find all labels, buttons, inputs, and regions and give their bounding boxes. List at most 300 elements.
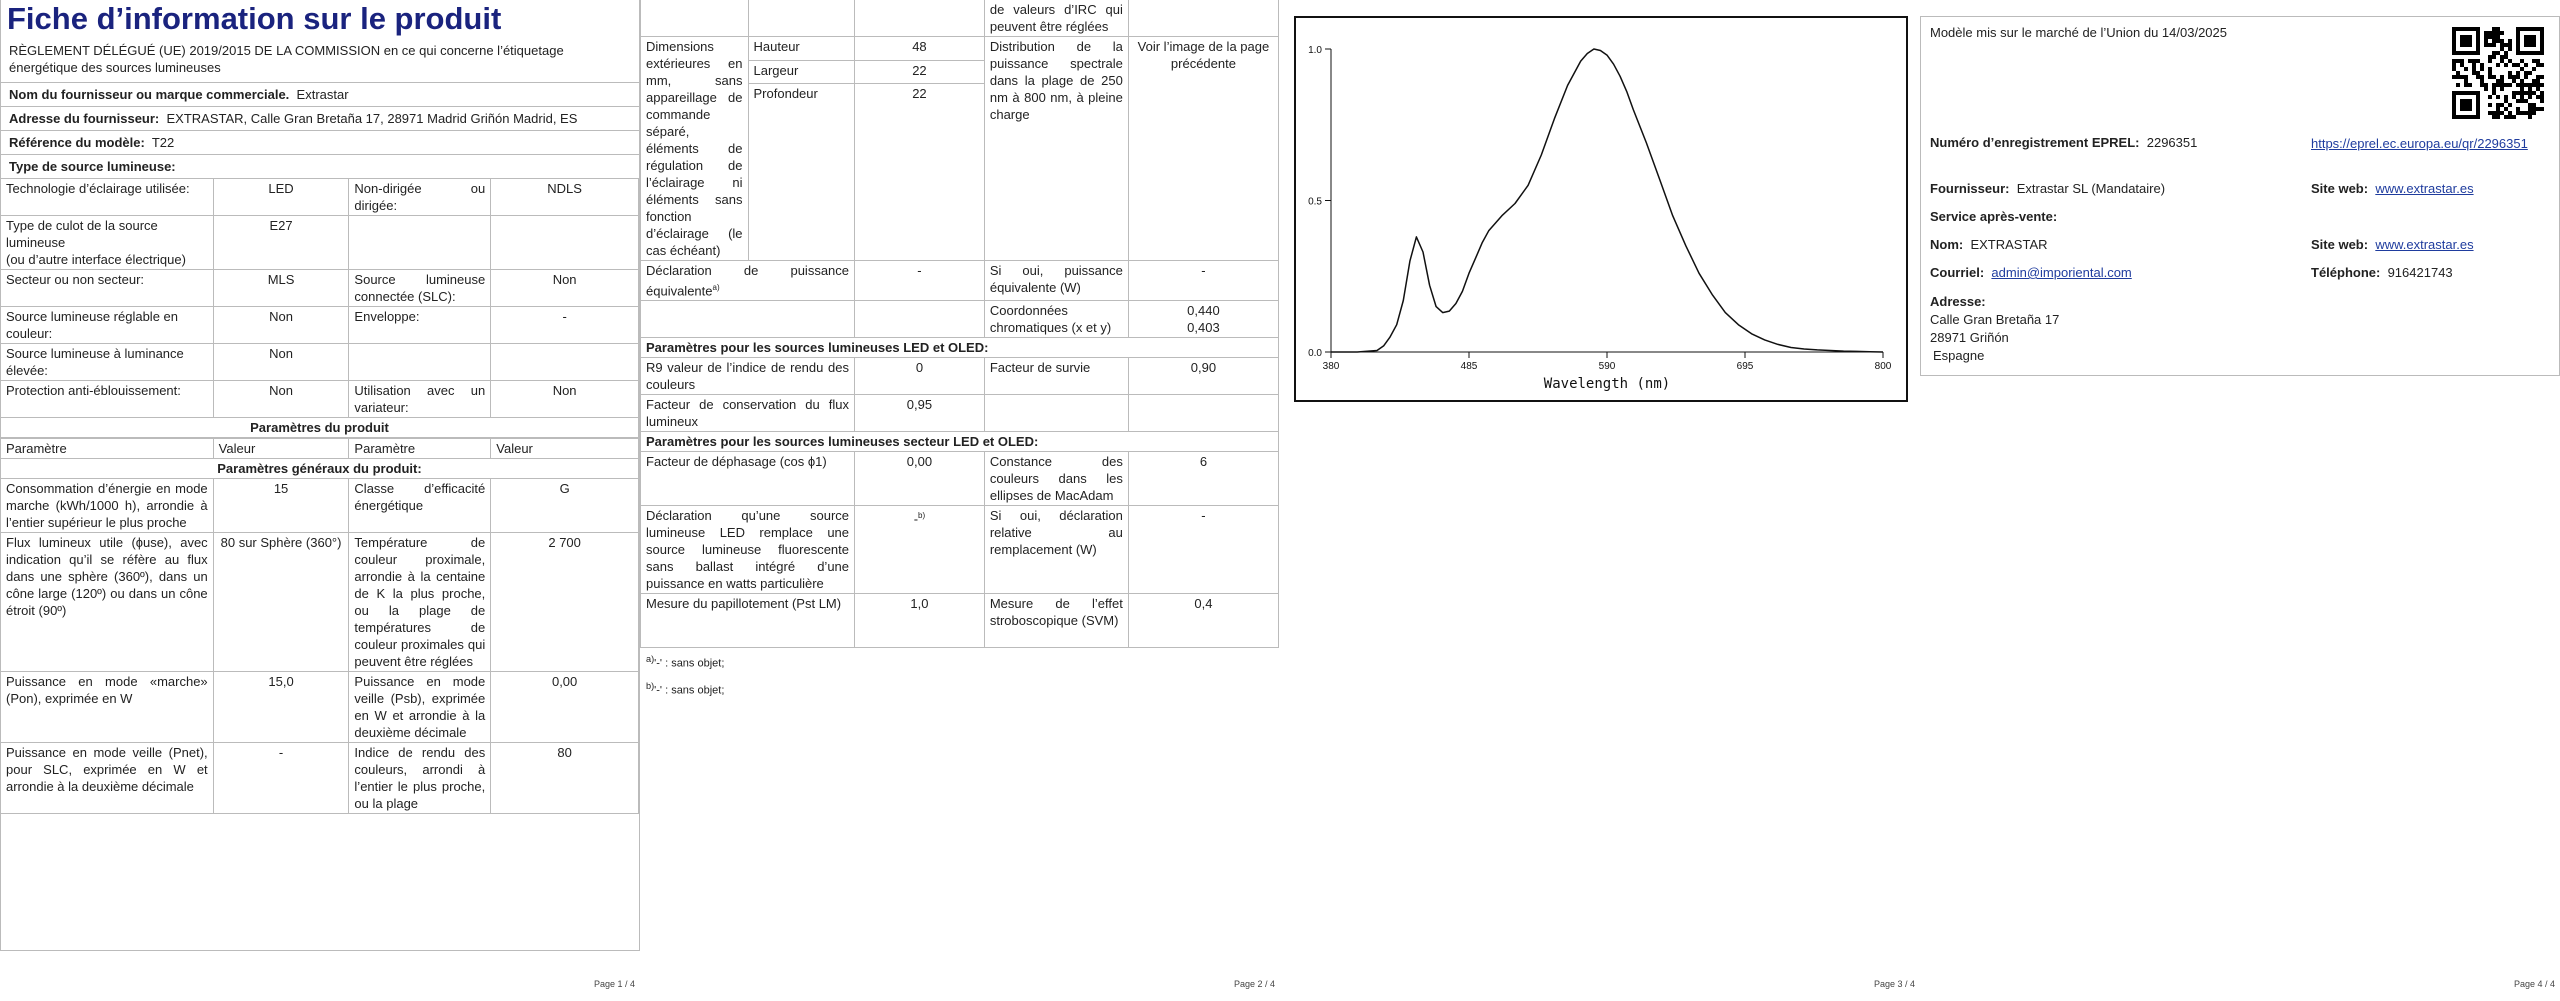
name-value: EXTRASTAR <box>1970 237 2048 252</box>
qr-module <box>2540 83 2544 87</box>
qr-module <box>2532 91 2536 95</box>
qr-module <box>2456 71 2460 75</box>
qr-module <box>2484 83 2488 87</box>
row-value: E27 <box>213 216 349 270</box>
qr-module <box>2492 91 2496 95</box>
eprel-link-wrap <box>2311 135 2541 152</box>
qr-module <box>2536 59 2540 63</box>
qr-module <box>2524 63 2528 67</box>
website2-line <box>2311 237 2474 252</box>
row-value: Non <box>213 307 349 344</box>
x-tick-label: 695 <box>1736 361 1754 372</box>
qr-module <box>2464 79 2468 83</box>
eprel-number: 2296351 <box>2146 135 2198 150</box>
qr-module <box>2532 67 2536 71</box>
x-tick-label: 590 <box>1598 361 1616 372</box>
supplier-label: Fournisseur: <box>1930 181 2010 196</box>
empty-cell <box>1128 395 1278 432</box>
website-link[interactable]: www.extrastar.es <box>2375 181 2474 196</box>
qr-module <box>2520 87 2524 91</box>
row-value <box>491 216 639 270</box>
qr-module <box>2508 47 2512 51</box>
qr-module <box>2524 83 2528 87</box>
email-line <box>1930 265 2132 280</box>
qr-module <box>2508 111 2512 115</box>
qr-module <box>2492 83 2496 87</box>
table-row <box>1 344 639 381</box>
after-sales-heading: Service après-vente: <box>1930 209 2058 224</box>
eprel-line <box>1930 135 2290 150</box>
qr-module <box>2496 103 2500 107</box>
row-value: MLS <box>213 270 349 307</box>
qr-module <box>2508 39 2512 43</box>
qr-module <box>2472 63 2476 67</box>
table-row <box>1 672 639 743</box>
table-row <box>641 0 1279 37</box>
qr-module <box>2488 95 2492 99</box>
supplier-name-value: Extrastar <box>296 87 349 102</box>
qr-module <box>2532 83 2536 87</box>
qr-module <box>2488 55 2492 59</box>
table-row <box>1 743 639 814</box>
table-row <box>1 307 639 344</box>
equiv-label <box>641 261 855 301</box>
page-1-frame <box>0 0 640 951</box>
qr-module <box>2520 59 2524 63</box>
qr-module <box>2508 71 2512 75</box>
supplier-value: Extrastar SL (Mandataire) <box>2016 181 2166 196</box>
qr-module <box>2532 79 2536 83</box>
qr-module <box>2468 83 2472 87</box>
market-date: Modèle mis sur le marché de l’Union du 14/03/2025 <box>1930 25 2228 40</box>
qr-module <box>2452 75 2456 79</box>
survival-label: Facteur de survie <box>984 358 1128 395</box>
qr-module <box>2504 115 2508 119</box>
row-label: Source lumineuse à luminance élevée: <box>1 344 214 381</box>
equiv2-label: Si oui, puissance équivalente (W) <box>984 261 1128 301</box>
survival-value: 0,90 <box>1128 358 1278 395</box>
spectral-power-chart <box>1294 16 1908 402</box>
website-label: Site web: <box>2311 181 2369 196</box>
qr-finder <box>2452 51 2480 55</box>
light-source-type-heading: Type de source lumineuse: <box>9 159 176 174</box>
row-value: NDLS <box>491 179 639 216</box>
replace2-value: - <box>1128 506 1278 594</box>
qr-module <box>2480 75 2484 79</box>
name-label: Nom: <box>1930 237 1964 252</box>
row-label: Source lumineuse réglable en couleur: <box>1 307 214 344</box>
section-header-row <box>1 459 639 479</box>
qr-module <box>2492 55 2496 59</box>
qr-module <box>2512 79 2516 83</box>
param-label: Classe d’efficacité énergétique <box>349 479 491 533</box>
qr-module <box>2516 75 2520 79</box>
section-header-row <box>641 338 1279 358</box>
param-header-table <box>0 438 639 814</box>
qr-finder <box>2452 27 2480 31</box>
empty-cell <box>641 301 855 338</box>
phase-label: Facteur de déphasage (cos ϕ1) <box>641 452 855 506</box>
qr-module <box>2504 51 2508 55</box>
qr-module <box>2484 39 2488 43</box>
row-label: Utilisation avec un variateur: <box>349 381 491 418</box>
address-line: 28971 Griñón <box>1930 330 2009 345</box>
page-number: Page 3 / 4 <box>1874 979 1916 989</box>
qr-module <box>2524 99 2528 103</box>
dim-name: Largeur <box>748 60 855 84</box>
table-row <box>641 261 1279 301</box>
qr-module <box>2500 39 2504 43</box>
supplier-address-value: EXTRASTAR, Calle Gran Bretaña 17, 28971 Madrid Griñón Madrid, ES <box>166 111 578 126</box>
qr-module <box>2488 111 2492 115</box>
spectral-value: Voir l’image de la page précédente <box>1128 37 1278 261</box>
qr-module <box>2528 115 2532 119</box>
qr-module <box>2536 95 2540 99</box>
qr-module <box>2492 75 2496 79</box>
light-source-table <box>0 178 639 438</box>
param-label: Puissance en mode «marche» (Pon), exprimée en W <box>1 672 214 743</box>
strobo-label: Mesure de l’effet stroboscopique (SVM) <box>984 594 1128 648</box>
qr-module <box>2484 43 2488 47</box>
row-label <box>1 216 214 270</box>
phone-value: 916421743 <box>2387 265 2453 280</box>
supplier-name-line <box>1 83 639 107</box>
qr-module <box>2528 95 2532 99</box>
qr-module <box>2504 43 2508 47</box>
address-label: Adresse: <box>1930 294 1986 309</box>
row-label: Source lumineuse connectée (SLC): <box>349 270 491 307</box>
general-params-heading: Paramètres généraux du produit: <box>1 459 639 479</box>
cri-range-continuation: de valeurs d’IRC qui peuvent être réglées <box>984 0 1128 37</box>
x-tick-label: 485 <box>1460 361 1478 372</box>
qr-module <box>2528 87 2532 91</box>
qr-module <box>2504 95 2508 99</box>
table-row <box>641 452 1279 506</box>
dimensions-label: Dimensions extérieures en mm, sans appareillage de commande séparé, éléments de régulation de l’éclairage ni éléments sans fonction d’éclairage (le cas échéant) <box>641 37 749 261</box>
section-header-row <box>641 432 1279 452</box>
table-row <box>641 37 1279 61</box>
qr-module <box>2540 99 2544 103</box>
flicker-label: Mesure du papillotement (Pst LM) <box>641 594 855 648</box>
qr-module <box>2492 111 2496 115</box>
qr-module <box>2500 47 2504 51</box>
row-label: Enveloppe: <box>349 307 491 344</box>
dimensions-table <box>640 0 1279 648</box>
qr-finder <box>2452 91 2480 95</box>
qr-module <box>2452 67 2456 71</box>
qr-module <box>2488 35 2492 39</box>
qr-module <box>2480 83 2484 87</box>
qr-module <box>2484 35 2488 39</box>
qr-module <box>2520 95 2524 99</box>
qr-finder <box>2452 115 2480 119</box>
qr-module <box>2520 111 2524 115</box>
qr-module <box>2528 107 2532 111</box>
qr-module <box>2512 63 2516 67</box>
qr-module <box>2532 59 2536 63</box>
table-row <box>1 216 639 270</box>
row-value <box>491 344 639 381</box>
qr-module <box>2520 99 2524 103</box>
dim-value: 22 <box>855 84 985 261</box>
qr-module <box>2504 83 2508 87</box>
param-value: 2 700 <box>491 533 639 672</box>
qr-module <box>2468 59 2472 63</box>
empty-cell <box>641 0 749 37</box>
row-value: - <box>491 307 639 344</box>
email-link[interactable]: admin@imporiental.com <box>1991 265 2132 280</box>
footnote-ref: a) <box>712 283 720 292</box>
phase-value: 0,00 <box>855 452 985 506</box>
table-row <box>641 506 1279 594</box>
qr-module <box>2540 107 2544 111</box>
qr-module <box>2528 71 2532 75</box>
qr-module <box>2488 31 2492 35</box>
equiv-label-text: Déclaration de puissance équivalente <box>646 263 850 299</box>
qr-module <box>2488 71 2492 75</box>
dim-value: 48 <box>855 37 985 61</box>
footnote-b-mark: b) <box>646 680 655 691</box>
row-value: LED <box>213 179 349 216</box>
qr-module <box>2540 95 2544 99</box>
qr-module <box>2452 59 2456 63</box>
param-value: - <box>213 743 349 814</box>
qr-module <box>2472 59 2476 63</box>
website-line <box>2311 181 2474 196</box>
qr-module <box>2492 39 2496 43</box>
qr-module <box>2500 87 2504 91</box>
qr-module <box>2532 103 2536 107</box>
qr-module <box>2516 63 2520 67</box>
qr-module <box>2492 31 2496 35</box>
qr-module <box>2496 107 2500 111</box>
qr-module <box>2488 75 2492 79</box>
y-tick-label: 0.0 <box>1308 348 1322 359</box>
column-header: Valeur <box>491 439 639 459</box>
empty-cell <box>1128 0 1278 37</box>
param-value: 80 <box>491 743 639 814</box>
qr-finder <box>2476 27 2480 55</box>
param-value: 80 sur Sphère (360°) <box>213 533 349 672</box>
param-label: Flux lumineux utile (ɸuse), avec indication qu’il se réfère au flux dans une sphère (360º), dans un cône large (120º) ou dans un cône étroit (90º) <box>1 533 214 672</box>
qr-code-icon[interactable] <box>2452 27 2544 119</box>
qr-module <box>2500 83 2504 87</box>
table-row <box>1 533 639 672</box>
chroma-label: Coordonnées chromatiques (x et y) <box>984 301 1128 338</box>
qr-finder <box>2452 91 2456 119</box>
eprel-box <box>1920 16 2560 376</box>
section-header-row <box>1 418 639 438</box>
param-label: Consommation d’énergie en mode marche (kWh/1000 h), arrondie à l’entier supérieur le plus proche <box>1 479 214 533</box>
qr-module <box>2476 75 2480 79</box>
qr-module <box>2496 95 2500 99</box>
qr-module <box>2528 111 2532 115</box>
empty-cell <box>855 301 985 338</box>
empty-cell <box>748 0 855 37</box>
qr-module <box>2508 103 2512 107</box>
qr-module <box>2500 43 2504 47</box>
qr-module <box>2488 43 2492 47</box>
qr-module <box>2516 99 2520 103</box>
qr-module <box>2500 55 2504 59</box>
qr-module <box>2516 83 2520 87</box>
page-number: Page 2 / 4 <box>1234 979 1276 989</box>
qr-module <box>2508 59 2512 63</box>
dim-name: Hauteur <box>748 37 855 61</box>
y-tick-label: 0.5 <box>1308 196 1322 208</box>
chart-frame <box>1295 17 1907 401</box>
footnote-a-mark: a) <box>646 654 655 665</box>
qr-module <box>2476 59 2480 63</box>
qr-module <box>2512 91 2516 95</box>
column-header-row <box>1 439 639 459</box>
qr-module <box>2500 79 2504 83</box>
param-value: 15 <box>213 479 349 533</box>
qr-module <box>2516 107 2520 111</box>
table-row <box>641 594 1279 648</box>
dim-name: Profondeur <box>748 84 855 261</box>
footnote-b <box>646 675 1274 702</box>
qr-module <box>2532 107 2536 111</box>
qr-module <box>2492 87 2496 91</box>
email-label: Courriel: <box>1930 265 1985 280</box>
page-number: Page 1 / 4 <box>594 979 636 989</box>
qr-module <box>2508 115 2512 119</box>
y-tick-label: 1.0 <box>1308 45 1322 56</box>
qr-module <box>2496 39 2500 43</box>
qr-module <box>2496 31 2500 35</box>
qr-module <box>2536 83 2540 87</box>
qr-module <box>2496 83 2500 87</box>
qr-module <box>2536 107 2540 111</box>
qr-module <box>2536 75 2540 79</box>
qr-module <box>2500 31 2504 35</box>
qr-module <box>2460 63 2464 67</box>
row-value: Non <box>491 270 639 307</box>
qr-module <box>2456 59 2460 63</box>
spectral-label: Distribution de la puissance spectrale dans la plage de 250 nm à 800 nm, à pleine charge <box>984 37 1128 261</box>
qr-finder <box>2524 35 2536 47</box>
row-label <box>349 216 491 270</box>
r9-label: R9 valeur de l’indice de rendu des couleurs <box>641 358 855 395</box>
qr-module <box>2540 91 2544 95</box>
qr-module <box>2516 91 2520 95</box>
name-line <box>1930 237 2048 252</box>
qr-module <box>2512 75 2516 79</box>
table-row <box>1 270 639 307</box>
qr-module <box>2528 83 2532 87</box>
qr-module <box>2464 75 2468 79</box>
qr-module <box>2500 103 2504 107</box>
row-value: Non <box>213 344 349 381</box>
qr-finder <box>2460 35 2472 47</box>
x-tick-label: 380 <box>1322 361 1340 372</box>
qr-module <box>2480 63 2484 67</box>
table-row <box>1 479 639 533</box>
x-tick-label: 800 <box>1874 361 1892 372</box>
qr-module <box>2512 115 2516 119</box>
website2-label: Site web: <box>2311 237 2369 252</box>
lumen-maint-value: 0,95 <box>855 395 985 432</box>
qr-module <box>2520 79 2524 83</box>
footnote-a-text: '-' : sans objet; <box>654 657 725 670</box>
website2-link[interactable]: www.extrastar.es <box>2375 237 2474 252</box>
qr-module <box>2504 107 2508 111</box>
qr-module <box>2532 111 2536 115</box>
row-label <box>349 344 491 381</box>
qr-module <box>2500 111 2504 115</box>
footnote-ref: b) <box>918 511 926 521</box>
param-label: Puissance en mode veille (Pnet), pour SLC, exprimée en W et arrondie à la deuxième décimale <box>1 743 214 814</box>
qr-module <box>2496 115 2500 119</box>
footnote-a <box>646 648 1274 675</box>
qr-module <box>2520 83 2524 87</box>
row-label: Non-dirigée ou dirigée: <box>349 179 491 216</box>
qr-module <box>2484 31 2488 35</box>
param-label: Température de couleur proximale, arrondie à la centaine de K la plus proche, ou la plage de températures de couleur proximales qui peuvent être réglées <box>349 533 491 672</box>
qr-module <box>2496 35 2500 39</box>
document-title: Fiche d’information sur le produit <box>7 1 502 36</box>
qr-finder <box>2476 91 2480 119</box>
replace-label: Déclaration qu’une source lumineuse LED remplace une source lumineuse fluorescente sans ballast intégré d’une puissance en watts particulière <box>641 506 855 594</box>
qr-module <box>2528 91 2532 95</box>
qr-module <box>2496 111 2500 115</box>
table-row <box>641 301 1279 338</box>
address-line: Espagne <box>1933 348 1985 363</box>
page-4 <box>1920 0 2560 1001</box>
strobo-value: 0,4 <box>1128 594 1278 648</box>
address-block <box>1930 293 2059 365</box>
qr-module <box>2500 75 2504 79</box>
footnotes <box>640 648 1280 701</box>
param-value: 15,0 <box>213 672 349 743</box>
macadam-value: 6 <box>1128 452 1278 506</box>
qr-module <box>2516 111 2520 115</box>
row-label: Secteur ou non secteur: <box>1 270 214 307</box>
mains-params-heading: Paramètres pour les sources lumineuses secteur LED et OLED: <box>641 432 1279 452</box>
qr-module <box>2472 67 2476 71</box>
regulation-text: RÈGLEMENT DÉLÉGUÉ (UE) 2019/2015 DE LA COMMISSION en ce qui concerne l’étiquetage énergétique des sources lumineuses <box>1 38 639 83</box>
qr-module <box>2480 79 2484 83</box>
param-label: Puissance en mode veille (Psb), exprimée en W et arrondie à la deuxième décimale <box>349 672 491 743</box>
eprel-link[interactable]: https://eprel.ec.europa.eu/qr/2296351 <box>2311 136 2528 151</box>
qr-finder <box>2516 51 2544 55</box>
qr-module <box>2536 79 2540 83</box>
empty-cell <box>855 0 985 37</box>
replace-value <box>855 506 985 594</box>
supplier-line <box>1930 181 2165 196</box>
qr-module <box>2512 95 2516 99</box>
product-params-heading: Paramètres du produit <box>1 418 639 438</box>
qr-module <box>2492 35 2496 39</box>
qr-module <box>2460 59 2464 63</box>
qr-module <box>2488 59 2492 63</box>
equiv-value: - <box>855 261 985 301</box>
page-2 <box>640 0 1280 1001</box>
qr-module <box>2504 99 2508 103</box>
qr-module <box>2504 63 2508 67</box>
phone-line <box>2311 265 2453 280</box>
param-value: 0,00 <box>491 672 639 743</box>
param-label: Indice de rendu des couleurs, arrondi à l’entier le plus proche, ou la plage <box>349 743 491 814</box>
supplier-address-line <box>1 107 639 131</box>
qr-module <box>2540 63 2544 67</box>
table-row <box>641 358 1279 395</box>
chroma-x: 0,440 <box>1187 303 1220 319</box>
x-axis-label: Wavelength (nm) <box>1543 376 1671 392</box>
model-ref-line <box>1 131 639 155</box>
qr-module <box>2492 115 2496 119</box>
